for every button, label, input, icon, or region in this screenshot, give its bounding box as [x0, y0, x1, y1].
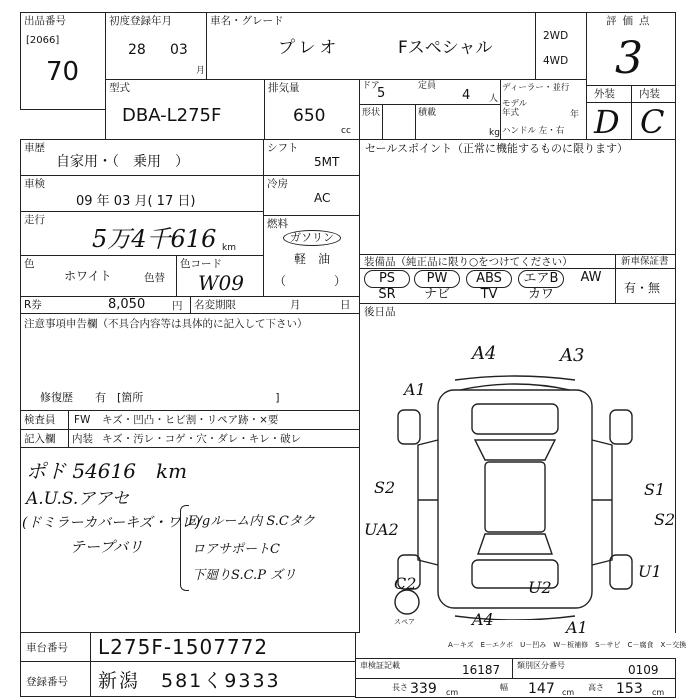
mileage-value: 5万4千616	[92, 225, 217, 253]
yen-unit: 円	[172, 300, 183, 312]
category-value: 自家用・（ 乗用 ）	[56, 154, 189, 170]
hw-bracket	[180, 505, 189, 591]
equip-navi: ナビ	[423, 287, 450, 302]
interior-label: 内装	[639, 88, 660, 100]
kg-unit: kg	[489, 128, 500, 138]
hw-line2: (ドミラーカバーキズ・ワレ)	[22, 515, 201, 531]
mark-a4-top: A4	[472, 343, 497, 364]
mark-a1-bottom: A1	[566, 618, 588, 637]
repair-label: 修復歴 有 [箇所 ]	[40, 391, 280, 404]
hw-line6: 下廻りS.C.P ズリ	[192, 568, 297, 583]
score-label: 評価点	[606, 15, 656, 27]
km-unit: km	[222, 243, 236, 253]
shape-label: 形状	[362, 108, 381, 118]
warranty-value: 有・無	[624, 281, 661, 295]
fuel-label: 燃料	[267, 218, 288, 230]
displacement-label: 排気量	[268, 82, 300, 94]
score-value: 3	[615, 33, 643, 84]
tax-value: 8,050	[108, 297, 146, 312]
color-label: 色	[24, 258, 35, 270]
spare-label: スペア	[394, 618, 415, 626]
inspection-items: キズ・凹凸・ヒビ割・リペア跡・×要	[102, 414, 279, 426]
mark-s2-right: S2	[654, 510, 676, 529]
plate-value: 新潟 581く9333	[98, 670, 281, 692]
cert-value: 16187	[462, 663, 501, 677]
height-unit: cm	[652, 688, 665, 697]
width-value: 147	[528, 681, 555, 697]
shift-value: 5MT	[314, 155, 340, 169]
length-label: 長さ	[392, 683, 408, 692]
equip-tv: TV	[480, 287, 498, 302]
first-reg-year: 28	[128, 42, 146, 58]
equip-sr: SR	[378, 287, 396, 302]
shift-label: シフト	[267, 142, 299, 154]
lot-sub: [2066]	[26, 35, 60, 46]
name-label: 車名・グレード	[210, 15, 284, 27]
recorder-label: 記入欄	[24, 433, 56, 445]
equip-pw: PW	[414, 270, 460, 288]
mark-ua2-left: UA2	[364, 520, 399, 539]
equip-aw: AW	[580, 270, 602, 285]
length-value: 339	[410, 681, 437, 697]
model-year-label: モデル年式	[502, 99, 528, 118]
mark-u1-right: U1	[638, 562, 662, 581]
hw-odo: ポド 54616 km	[26, 459, 188, 483]
equipment-label: 装備品（純正品に限り○をつけてください）	[364, 256, 573, 268]
fuel-paren: （ ）	[274, 274, 347, 288]
fuel-gas: ガソリン	[283, 230, 341, 246]
mark-s2-left: S2	[374, 478, 396, 497]
equip-leather: カワ	[527, 287, 554, 302]
color-swap-label: 色替	[144, 272, 165, 284]
color-code-label: 色コード	[180, 258, 222, 270]
sales-point-label: セールスポイント（正常に機能するものに限ります）	[365, 142, 629, 155]
model-label: 型式	[109, 82, 130, 94]
rear-seat-label: 後日品	[364, 306, 396, 318]
hw-line4: E/gルーム内 S.Cタク	[188, 514, 315, 529]
mark-s1-right: S1	[644, 480, 666, 499]
equip-abs: ABS	[466, 270, 512, 288]
hw-line5: ロアサポートC	[192, 542, 280, 557]
plate-label: 登録番号	[26, 676, 68, 688]
color-code-value: W09	[198, 271, 245, 295]
loading-label: 積載	[418, 108, 437, 118]
mark-a1-left: A1	[404, 380, 426, 399]
model-value: DBA-L275F	[122, 105, 222, 126]
hw-line3: テープバリ	[70, 538, 144, 556]
mileage-label: 走行	[24, 214, 45, 226]
name-change-day: 日	[340, 299, 351, 311]
class-label: 類別区分番号	[517, 661, 565, 670]
width-unit: cm	[562, 688, 575, 697]
color-value: ホワイト	[64, 269, 112, 283]
sales-box	[359, 139, 676, 255]
exterior-label: 外装	[594, 88, 615, 100]
drive-box	[535, 12, 587, 80]
height-value: 153	[616, 681, 643, 697]
tax-label: R券	[24, 299, 42, 311]
ac-label: 冷房	[267, 178, 288, 190]
equip-ps: PS	[364, 270, 410, 288]
length-unit: cm	[446, 688, 459, 697]
drive-4wd: 4WD	[543, 55, 569, 67]
fw-label: FW	[74, 414, 91, 426]
car-damage-diagram	[380, 370, 650, 620]
displacement-value: 650	[293, 106, 326, 126]
warranty-label: 新車保証書	[621, 256, 669, 267]
grade: Fスペシャル	[398, 38, 493, 58]
doors-value: 5	[377, 86, 386, 101]
name-change-month: 月	[290, 299, 301, 311]
damage-legend: A－キズ E－エクボ U－凹み W－板補修 S－サビ C－腐食 X－交換	[448, 641, 687, 649]
name-change-label: 名変期限	[194, 299, 236, 311]
chassis-value: L275F-1507772	[98, 635, 269, 659]
doors-label: ドア	[362, 81, 380, 91]
person-unit: 人	[489, 94, 499, 104]
first-reg-label: 初度登録年月	[109, 15, 172, 27]
mark-u2-bottom: U2	[528, 578, 552, 597]
handle-label: ハンドル 左・右	[502, 126, 565, 136]
width-label: 幅	[500, 683, 508, 692]
inspection-label: 車検	[24, 178, 45, 190]
category-label: 車歴	[24, 142, 45, 154]
interior-grade: C	[640, 103, 665, 141]
capacity-label: 定員	[418, 81, 437, 91]
inspection-value: 09 年 03 月( 17 日)	[76, 194, 196, 209]
interior-items-label: 内装	[72, 433, 93, 445]
cc-unit: cc	[341, 126, 351, 136]
lot-label: 出品番号	[24, 15, 66, 27]
first-reg-month: 03	[170, 42, 188, 58]
year-unit: 年	[570, 110, 580, 120]
equip-airbag: エアB	[518, 270, 564, 288]
height-label: 高さ	[588, 683, 604, 692]
fuel-light: 軽 油	[294, 252, 331, 266]
car-name: プレオ	[278, 38, 341, 58]
hw-line1: A.U.S.アアセ	[26, 489, 130, 509]
dealer-label: ディーラー・並行	[502, 83, 570, 93]
mark-c2-left: C2	[394, 574, 417, 593]
inspector-label: 検査員	[24, 414, 56, 426]
mark-a3-top: A3	[560, 345, 585, 366]
cert-label: 車検証記載	[360, 661, 400, 670]
exterior-grade: D	[594, 103, 620, 141]
lot-number: 70	[46, 57, 80, 87]
chassis-label: 車台番号	[26, 642, 68, 654]
mark-a4-bottom: A4	[472, 610, 494, 629]
ac-value: AC	[314, 191, 331, 205]
month-unit: 月	[196, 66, 206, 76]
capacity-value: 4	[462, 88, 471, 103]
class-value: 0109	[628, 663, 659, 677]
interior-items: キズ・汚レ・コゲ・穴・ダレ・キレ・破レ	[102, 433, 302, 445]
declaration-label: 注意事項申告欄（不具合内容等は具体的に記入して下さい）	[24, 318, 308, 330]
drive-2wd: 2WD	[543, 30, 569, 42]
